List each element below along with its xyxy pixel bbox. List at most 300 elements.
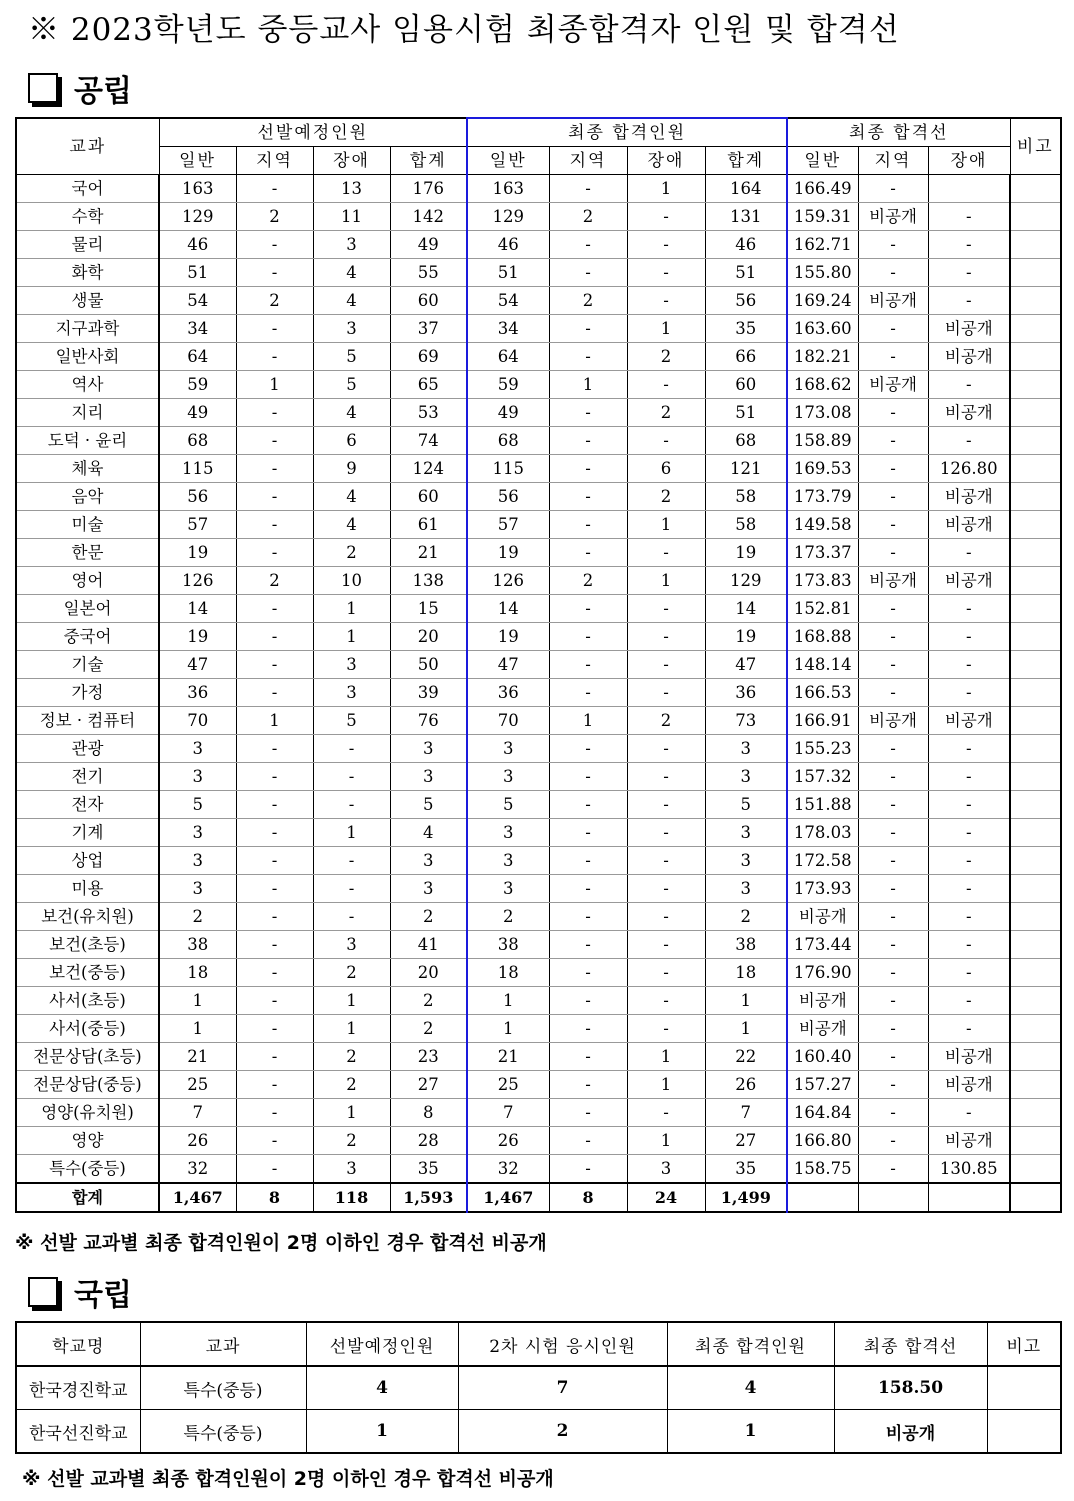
value-cell: 6 (627, 455, 705, 483)
value-cell: - (236, 315, 313, 343)
value-cell: 3 (159, 875, 236, 903)
value-cell: 149.58 (787, 511, 858, 539)
table-row (16, 1127, 1061, 1155)
value-cell: - (549, 483, 627, 511)
value-cell: 3 (467, 735, 549, 763)
value-cell: 3 (390, 763, 467, 791)
value-cell: - (549, 231, 627, 259)
value-cell: 39 (390, 679, 467, 707)
value-cell: 11 (313, 203, 390, 231)
subject-cell: 기계 (16, 819, 159, 847)
value-cell (1010, 231, 1061, 259)
value-cell: - (313, 903, 390, 931)
value-cell: 비공개 (858, 287, 928, 315)
subject-cell: 기술 (16, 651, 159, 679)
table-row (16, 735, 1061, 763)
value-cell: 14 (467, 595, 549, 623)
value-cell: - (549, 763, 627, 791)
value-cell: 4 (313, 399, 390, 427)
value-cell: - (236, 875, 313, 903)
value-cell: 3 (705, 819, 787, 847)
value-cell (1010, 1043, 1061, 1071)
value-cell: 6 (313, 427, 390, 455)
value-cell: 53 (390, 399, 467, 427)
value-cell: 59 (467, 371, 549, 399)
value-cell: 64 (467, 343, 549, 371)
value-cell: - (627, 847, 705, 875)
subject-cell: 가정 (16, 679, 159, 707)
table-row (16, 511, 1061, 539)
value-cell: - (928, 847, 1010, 875)
subheader-sub1-3: 합계 (390, 147, 467, 175)
value-cell: 56 (705, 287, 787, 315)
value-cell: 5 (467, 791, 549, 819)
value-cell: - (858, 651, 928, 679)
value-cell: - (928, 987, 1010, 1015)
value-cell (1010, 595, 1061, 623)
table-row (16, 819, 1061, 847)
subheader-sub1-1: 지역 (236, 147, 313, 175)
value-cell: - (858, 427, 928, 455)
value-cell (1010, 315, 1061, 343)
value-cell: 73 (705, 707, 787, 735)
value-cell: - (627, 875, 705, 903)
value-cell: 7 (458, 1366, 667, 1410)
value-cell: 18 (159, 959, 236, 987)
value-cell: 129 (159, 203, 236, 231)
value-cell: 36 (705, 679, 787, 707)
value-cell: 155.23 (787, 735, 858, 763)
value-cell: - (549, 903, 627, 931)
value-cell (1010, 819, 1061, 847)
subject-cell: 사서(초등) (16, 987, 159, 1015)
text-cell: 특수(중등) (140, 1366, 306, 1410)
value-cell: - (236, 231, 313, 259)
value-cell: 3 (390, 875, 467, 903)
total-row (16, 1183, 1061, 1212)
subheader-sub1-2: 장애 (313, 147, 390, 175)
national-header-6: 비고 (987, 1322, 1061, 1366)
value-cell: - (549, 735, 627, 763)
value-cell: 1 (236, 707, 313, 735)
subheader-sub3-0: 일반 (787, 147, 858, 175)
value-cell: - (236, 1015, 313, 1043)
national-header-2: 선발예정인원 (306, 1322, 458, 1366)
table-row (16, 1071, 1061, 1099)
value-cell: 1 (627, 511, 705, 539)
value-cell: 9 (313, 455, 390, 483)
value-cell: 1 (627, 1127, 705, 1155)
value-cell: - (549, 959, 627, 987)
value-cell: - (627, 623, 705, 651)
value-cell (1010, 847, 1061, 875)
value-cell: 57 (159, 511, 236, 539)
value-cell: 3 (467, 875, 549, 903)
value-cell: 115 (467, 455, 549, 483)
value-cell: - (313, 791, 390, 819)
value-cell: - (549, 679, 627, 707)
value-cell (1010, 259, 1061, 287)
table-row (16, 287, 1061, 315)
value-cell (1010, 875, 1061, 903)
value-cell: 57 (467, 511, 549, 539)
value-cell: 8 (549, 1183, 627, 1212)
table-row (16, 1410, 1061, 1454)
header-cutoff: 최종 합격선 (787, 118, 1010, 147)
value-cell: 비공개 (928, 315, 1010, 343)
subject-cell: 미술 (16, 511, 159, 539)
value-cell: 1 (627, 567, 705, 595)
value-cell: 46 (705, 231, 787, 259)
value-cell: 46 (467, 231, 549, 259)
value-cell: - (928, 427, 1010, 455)
value-cell: - (858, 399, 928, 427)
value-cell (987, 1410, 1061, 1454)
value-cell: 157.32 (787, 763, 858, 791)
value-cell: - (858, 175, 928, 203)
subheader-sub2-2: 장애 (627, 147, 705, 175)
value-cell: 3 (313, 651, 390, 679)
value-cell: 3 (159, 819, 236, 847)
value-cell: - (549, 399, 627, 427)
value-cell: 166.80 (787, 1127, 858, 1155)
value-cell: 158.50 (834, 1366, 987, 1410)
value-cell: 157.27 (787, 1071, 858, 1099)
value-cell: - (928, 595, 1010, 623)
value-cell: - (928, 1015, 1010, 1043)
value-cell: 2 (458, 1410, 667, 1454)
value-cell: - (549, 819, 627, 847)
value-cell (858, 1183, 928, 1212)
value-cell: - (858, 231, 928, 259)
value-cell: 27 (390, 1071, 467, 1099)
section-national-heading (28, 1270, 132, 1314)
value-cell: 173.44 (787, 931, 858, 959)
value-cell: 66 (705, 343, 787, 371)
value-cell: 15 (390, 595, 467, 623)
value-cell: 3 (467, 847, 549, 875)
value-cell: - (236, 1127, 313, 1155)
value-cell: - (928, 679, 1010, 707)
subject-cell: 보건(유치원) (16, 903, 159, 931)
value-cell: 4 (306, 1366, 458, 1410)
text-cell: 한국선진학교 (16, 1410, 140, 1454)
value-cell: - (858, 343, 928, 371)
value-cell: - (549, 595, 627, 623)
value-cell: 173.83 (787, 567, 858, 595)
value-cell: - (858, 511, 928, 539)
value-cell: - (236, 1043, 313, 1071)
subject-cell: 수학 (16, 203, 159, 231)
value-cell: 163 (467, 175, 549, 203)
value-cell: 1 (306, 1410, 458, 1454)
text-cell: 한국경진학교 (16, 1366, 140, 1410)
value-cell (1010, 455, 1061, 483)
value-cell: 61 (390, 511, 467, 539)
value-cell: - (549, 1015, 627, 1043)
value-cell: - (627, 679, 705, 707)
value-cell: 1 (705, 987, 787, 1015)
value-cell: 1 (627, 175, 705, 203)
value-cell: - (549, 455, 627, 483)
value-cell: 58 (705, 511, 787, 539)
value-cell (1010, 371, 1061, 399)
value-cell: - (627, 231, 705, 259)
value-cell: - (858, 931, 928, 959)
value-cell: 178.03 (787, 819, 858, 847)
value-cell: 56 (159, 483, 236, 511)
value-cell: 49 (390, 231, 467, 259)
value-cell: 비공개 (928, 1071, 1010, 1099)
table-row (16, 651, 1061, 679)
value-cell: 7 (705, 1099, 787, 1127)
value-cell: 148.14 (787, 651, 858, 679)
value-cell: 51 (705, 259, 787, 287)
value-cell: 비공개 (928, 511, 1010, 539)
section-national-label: 국립 (74, 1278, 132, 1313)
table-row (16, 371, 1061, 399)
value-cell: - (627, 259, 705, 287)
value-cell (787, 1183, 858, 1212)
value-cell: 76 (390, 707, 467, 735)
value-cell: 34 (159, 315, 236, 343)
value-cell: 41 (390, 931, 467, 959)
value-cell: - (549, 623, 627, 651)
value-cell: 21 (159, 1043, 236, 1071)
value-cell: 35 (705, 315, 787, 343)
value-cell: 21 (390, 539, 467, 567)
value-cell: 비공개 (928, 483, 1010, 511)
value-cell: - (627, 371, 705, 399)
value-cell: - (928, 1099, 1010, 1127)
value-cell: 10 (313, 567, 390, 595)
value-cell: - (858, 483, 928, 511)
value-cell: 25 (159, 1071, 236, 1099)
value-cell: - (858, 315, 928, 343)
value-cell: - (928, 875, 1010, 903)
value-cell: 18 (705, 959, 787, 987)
value-cell: 1 (313, 1099, 390, 1127)
value-cell: 1 (549, 707, 627, 735)
value-cell: 169.53 (787, 455, 858, 483)
value-cell: 36 (159, 679, 236, 707)
value-cell: - (627, 1099, 705, 1127)
value-cell: 1 (313, 819, 390, 847)
value-cell: 51 (705, 399, 787, 427)
value-cell: 1 (627, 1071, 705, 1099)
value-cell: 비공개 (858, 707, 928, 735)
value-cell: 1 (159, 987, 236, 1015)
value-cell: - (858, 1043, 928, 1071)
value-cell: 4 (313, 259, 390, 287)
value-cell (1010, 959, 1061, 987)
value-cell: 2 (390, 903, 467, 931)
value-cell: 3 (159, 763, 236, 791)
value-cell: 5 (390, 791, 467, 819)
section-public-label: 공립 (74, 74, 132, 109)
value-cell: - (928, 651, 1010, 679)
value-cell: 2 (313, 1127, 390, 1155)
value-cell: - (549, 511, 627, 539)
value-cell: - (236, 399, 313, 427)
public-results-table (15, 117, 1062, 1213)
subject-cell: 일본어 (16, 595, 159, 623)
value-cell: 3 (390, 847, 467, 875)
subject-cell: 영양(유치원) (16, 1099, 159, 1127)
value-cell: 60 (390, 287, 467, 315)
value-cell: - (627, 791, 705, 819)
value-cell: 56 (467, 483, 549, 511)
value-cell (1010, 1099, 1061, 1127)
value-cell: - (627, 287, 705, 315)
value-cell: - (236, 175, 313, 203)
value-cell: - (236, 679, 313, 707)
subject-cell: 화학 (16, 259, 159, 287)
value-cell: - (313, 735, 390, 763)
value-cell: 1 (549, 371, 627, 399)
value-cell: - (549, 1155, 627, 1184)
value-cell: 20 (390, 959, 467, 987)
value-cell: - (549, 1127, 627, 1155)
value-cell: 비공개 (787, 903, 858, 931)
subject-cell: 지리 (16, 399, 159, 427)
subheader-sub3-2: 장애 (928, 147, 1010, 175)
value-cell (987, 1366, 1061, 1410)
value-cell: 2 (467, 903, 549, 931)
value-cell: 2 (236, 567, 313, 595)
value-cell: 19 (159, 539, 236, 567)
value-cell: 비공개 (787, 987, 858, 1015)
value-cell: 3 (159, 847, 236, 875)
value-cell: 131 (705, 203, 787, 231)
value-cell: 2 (627, 483, 705, 511)
table-row (16, 595, 1061, 623)
table-row (16, 399, 1061, 427)
value-cell: 비공개 (928, 707, 1010, 735)
subject-cell: 합계 (16, 1183, 159, 1212)
value-cell: - (928, 539, 1010, 567)
subject-cell: 보건(중등) (16, 959, 159, 987)
value-cell: - (313, 847, 390, 875)
value-cell (1010, 511, 1061, 539)
value-cell (1010, 763, 1061, 791)
value-cell: - (858, 1099, 928, 1127)
value-cell: 3 (467, 763, 549, 791)
value-cell: 비공개 (834, 1410, 987, 1454)
value-cell: 152.81 (787, 595, 858, 623)
subject-cell: 역사 (16, 371, 159, 399)
value-cell: - (627, 427, 705, 455)
value-cell: 19 (467, 539, 549, 567)
value-cell: - (627, 203, 705, 231)
value-cell: 2 (390, 1015, 467, 1043)
value-cell: - (549, 931, 627, 959)
value-cell: - (627, 819, 705, 847)
table-row (16, 1043, 1061, 1071)
national-header-1: 교과 (140, 1322, 306, 1366)
header-remarks: 비고 (1010, 118, 1061, 175)
subject-cell: 정보 · 컴퓨터 (16, 707, 159, 735)
value-cell: 182.21 (787, 343, 858, 371)
subject-cell: 전기 (16, 763, 159, 791)
value-cell: - (858, 735, 928, 763)
value-cell: 2 (549, 287, 627, 315)
value-cell: 19 (159, 623, 236, 651)
value-cell: 162.71 (787, 231, 858, 259)
value-cell: - (313, 875, 390, 903)
value-cell: 164 (705, 175, 787, 203)
national-header-3: 2차 시험 응시인원 (458, 1322, 667, 1366)
value-cell: - (236, 427, 313, 455)
value-cell: - (858, 763, 928, 791)
value-cell: 38 (705, 931, 787, 959)
value-cell: - (236, 343, 313, 371)
value-cell: - (627, 931, 705, 959)
value-cell: 35 (705, 1155, 787, 1184)
value-cell: 3 (705, 875, 787, 903)
value-cell: 비공개 (928, 567, 1010, 595)
value-cell: - (236, 483, 313, 511)
national-header-5: 최종 합격선 (834, 1322, 987, 1366)
value-cell: 13 (313, 175, 390, 203)
value-cell: 1 (627, 1043, 705, 1071)
value-cell: 14 (705, 595, 787, 623)
value-cell: 1 (313, 623, 390, 651)
value-cell: - (858, 903, 928, 931)
table-row (16, 1155, 1061, 1184)
value-cell (1010, 903, 1061, 931)
subject-cell: 도덕 · 윤리 (16, 427, 159, 455)
value-cell: 24 (627, 1183, 705, 1212)
value-cell: 5 (313, 343, 390, 371)
table-row (16, 203, 1061, 231)
value-cell: 37 (390, 315, 467, 343)
table-row (16, 987, 1061, 1015)
value-cell: - (549, 651, 627, 679)
value-cell (1010, 679, 1061, 707)
value-cell: 35 (390, 1155, 467, 1184)
value-cell: 20 (390, 623, 467, 651)
value-cell: 54 (159, 287, 236, 315)
value-cell: - (858, 987, 928, 1015)
value-cell: 19 (467, 623, 549, 651)
value-cell: 38 (467, 931, 549, 959)
value-cell: - (236, 1071, 313, 1099)
value-cell: 164.84 (787, 1099, 858, 1127)
value-cell: 124 (390, 455, 467, 483)
table-row (16, 707, 1061, 735)
value-cell: - (858, 1127, 928, 1155)
subheader-sub3-1: 지역 (858, 147, 928, 175)
value-cell: 118 (313, 1183, 390, 1212)
value-cell: 26 (159, 1127, 236, 1155)
value-cell: - (928, 735, 1010, 763)
national-results-table (15, 1321, 1062, 1454)
value-cell (1010, 175, 1061, 203)
value-cell: - (928, 931, 1010, 959)
value-cell: 166.91 (787, 707, 858, 735)
value-cell: 55 (390, 259, 467, 287)
value-cell: 166.49 (787, 175, 858, 203)
value-cell: 50 (390, 651, 467, 679)
value-cell: 2 (390, 987, 467, 1015)
table-row (16, 1099, 1061, 1127)
national-note: ※ 선발 교과별 최종 합격인원이 2명 이하인 경우 합격선 비공개 (22, 1468, 554, 1490)
value-cell: 2 (159, 903, 236, 931)
value-cell: - (858, 847, 928, 875)
value-cell: - (928, 623, 1010, 651)
value-cell: 163.60 (787, 315, 858, 343)
